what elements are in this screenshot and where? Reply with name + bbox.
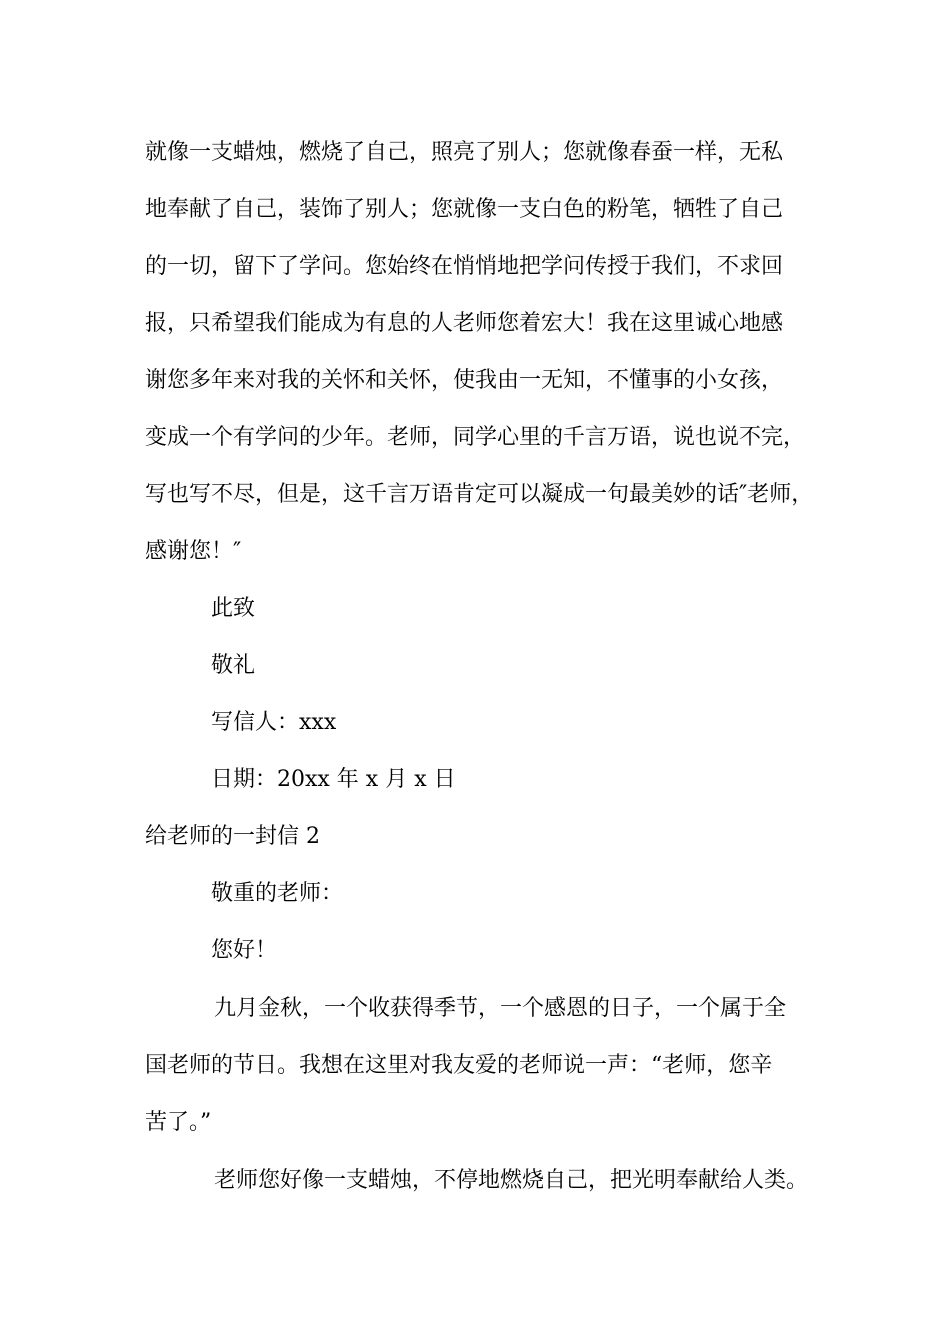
paragraph-line: 地奉献了自己，装饰了别人；您就像一支白色的粉笔，牺牲了自己 (145, 197, 784, 222)
paragraph-line: 报，只希望我们能成为有息的人老师您着宏大！我在这里诚心地感 (145, 311, 784, 336)
paragraph-line: 谢您多年来对我的关怀和关怀，使我由一无知，不懂事的小女孩， (145, 368, 784, 393)
paragraph-line: 写也写不尽，但是，这千言万语肯定可以凝成一句最美妙的话″老师， (145, 482, 814, 507)
paragraph-line: 就像一支蜡烛，燃烧了自己，照亮了别人；您就像春蚕一样，无私 (145, 140, 784, 165)
closing-regards: 敬礼 (211, 653, 256, 678)
paragraph-line: 九月金秋，一个收获得季节，一个感恩的日子，一个属于全 (214, 996, 787, 1021)
closing-salutation: 此致 (211, 596, 256, 621)
writer-line: 写信人：xxx (211, 710, 337, 735)
paragraph-line: 的一切，留下了学问。您始终在悄悄地把学问传授于我们，不求回 (145, 254, 784, 279)
letter-greeting: 敬重的老师： (211, 881, 344, 906)
date-line: 日期：20xx 年 x 月 x 日 (211, 767, 456, 792)
paragraph-line: 感谢您！″ (145, 539, 242, 564)
letter-title: 给老师的一封信 2 (145, 824, 320, 849)
letter-hello: 您好！ (211, 938, 278, 963)
paragraph-line: 老师您好像一支蜡烛，不停地燃烧自己，把光明奉献给人类。 (214, 1168, 809, 1193)
paragraph-line: 苦了。” (145, 1110, 212, 1135)
paragraph-line: 变成一个有学问的少年。老师，同学心里的千言万语，说也说不完， (145, 425, 806, 450)
paragraph-line: 国老师的节日。我想在这里对我友爱的老师说一声：“老师，您辛 (145, 1053, 773, 1078)
